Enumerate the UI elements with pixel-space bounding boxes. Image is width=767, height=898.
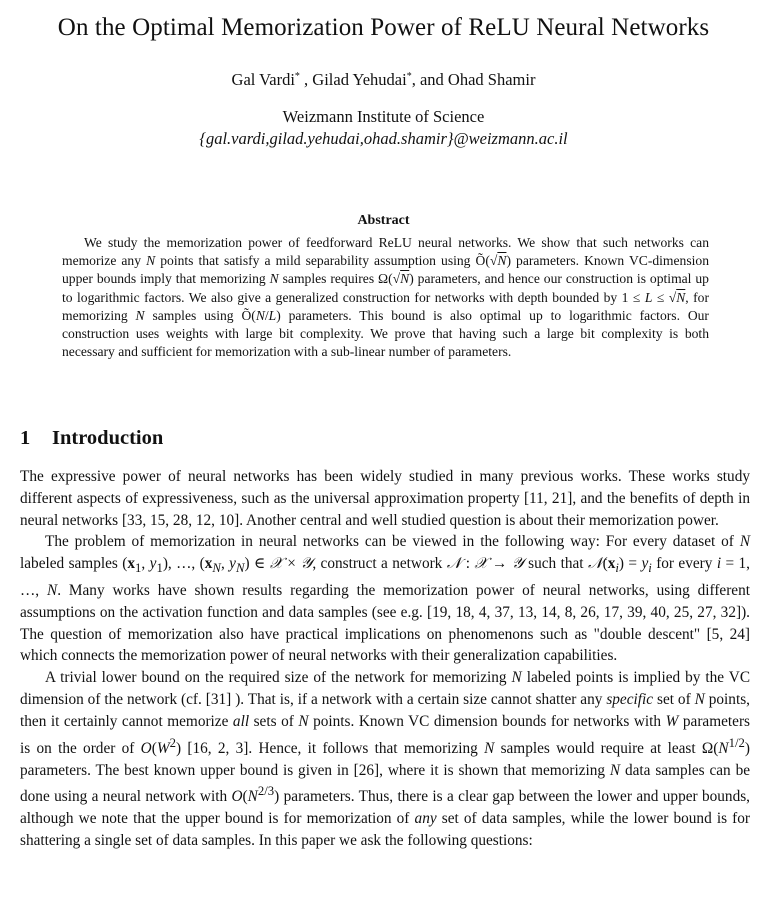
math-condition: $𝒩(x_i) = y_i$ — [587, 554, 652, 576]
math-dataset: ($x_1$, $y_1$), …, ($x_N$, $y_N$) ∈ 𝒳 × 𝒴 — [122, 554, 313, 576]
abstract-heading: Abstract — [357, 213, 410, 228]
math-upper-bound: $O(N^{2/3})$ — [231, 784, 280, 806]
equal-contribution-mark: * — [406, 71, 412, 82]
math-depth-params: Õ(N/L) — [241, 307, 281, 323]
author-name: Ohad Shamir — [447, 70, 536, 89]
abstract-body: We study the memorization power of feedforward ReLU neural networks. We show that such networks can memorize any N points that satisfy a mild separability assumption using Õ(√N) parameters. Known VC-dimension upper bounds imply that memorizing N samples requires Ω(√N) parameters, and hence our construction is optimal up to logarithmic factors. We also give a generalized construction for networks with depth bounded by 1 ≤ L ≤ √N, for memorizing N samples using Õ(N/L) parameters. This bound is also optimal up to logarithmic factors. Our construction uses weights with large bit complexity. We prove that having such a large bit complexity is both necessary and sufficient for memorization with a sub-linear number of parameters. — [62, 235, 710, 360]
math-param-bound: Õ(√N) — [475, 253, 511, 269]
math-vc-bound: $O(W^2)$ — [140, 735, 182, 757]
section-number: 1 — [20, 427, 31, 449]
section-title: Introduction — [52, 427, 164, 449]
math-index: i = 1, …, N — [20, 555, 750, 600]
affiliation: Weizmann Institute of Science — [282, 107, 485, 126]
math-network: 𝒩 : 𝒳 → 𝒴 — [446, 554, 524, 573]
math-depth-bound: 1 ≤ L ≤ √N — [621, 289, 686, 305]
author-separator: , and — [411, 70, 444, 89]
paragraph: A trivial lower bound on the required size of the network for memorizing N labeled points is implied by the VC dimension of the network (cf. [31] ). That is, if a network with a certain size cannot shatter any specific set of N points, then it certainly cannot memorize all sets of N points. Known VC dimension bounds for networks with W parameters is on the order of $O(W^2)$ [16, 2, 3]. Hence, it follows that memorizing N samples would require at least $\Omega(N^{1/2})$ parameters. The best known upper bound is given in [26], where it is shown that memorizing N data samples can be done using a neural network with $O(N^{2/3})$ parameters. Thus, there is a clear gap between the lower and upper bounds, although we note that the upper bound is for memorization of any set of data samples, while the lower bound is for shattering a single set of data samples. In this paper we ask the following questions: — [20, 669, 751, 849]
author-emails: {gal.vardi,gilad.yehudai,ohad.shamir}@weizmann.ac.il — [199, 129, 568, 148]
section-body — [20, 466, 750, 852]
math-lower-bound: Ω(√N) — [378, 271, 414, 287]
equal-contribution-mark: * — [294, 71, 300, 82]
paper-title: On the Optimal Memorization Power of ReLU Neural Networks — [57, 14, 710, 41]
paragraph: The problem of memorization in neural networks can be viewed in the following way: For every dataset of N labeled samples ($x_1$, $y_1$), …, ($x_N$, $y_N$) ∈ 𝒳 × 𝒴, construct a network 𝒩 : 𝒳 → 𝒴 such that $𝒩(x_i) = y_i$ for every i = 1, …, N. Many works have shown results regarding the memorization power of neural networks, using different assumptions on the activation function and data samples (see e.g. [19, 18, 4, 37, 13, 14, 8, 26, 17, 39, 40, 25, 27, 32]). The question of memorization also have practical implications on phenomenons such as "double descent" [5, 24] which connects the memorization power of neural networks with their generalization capabilities. — [20, 533, 751, 665]
author-list: Gal Vardi* , Gilad Yehudai*, and Ohad Shamir — [231, 70, 536, 89]
author-name: Gal Vardi — [231, 70, 295, 89]
math-lower-bound: $\Omega(N^{1/2})$ — [701, 735, 750, 757]
paragraph: The expressive power of neural networks has been widely studied in many previous works. These works study different aspects of expressiveness, such as the universal approximation property [11, 21], and the benefits of depth in neural networks [33, 15, 28, 12, 10]. Another central and well studied question is about their memorization power. — [20, 468, 750, 529]
author-name: Gilad Yehudai — [312, 70, 407, 89]
section-heading — [20, 424, 747, 452]
